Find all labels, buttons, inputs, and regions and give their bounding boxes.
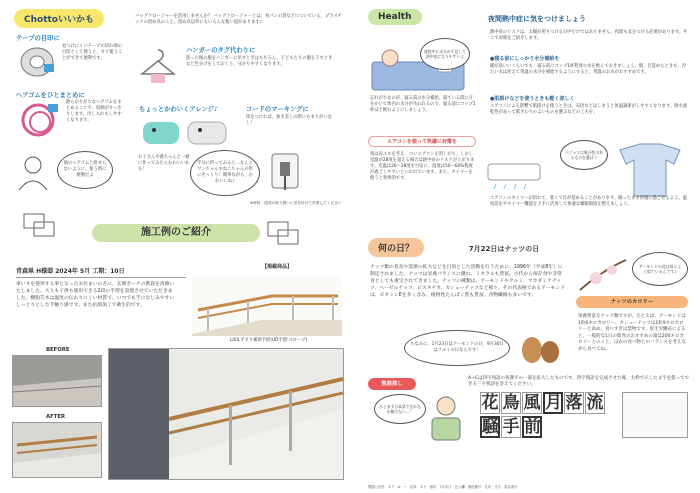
- kanji-cell: 手: [502, 416, 520, 437]
- hairgum-text: 散らかりがちなヘアゴムをまとめることで、収納がすっきりします。出し入れもしやすくなります。: [66, 100, 122, 123]
- drink-title: ●寝る前にしっかり水分補給を: [490, 56, 560, 62]
- right-page: [350, 0, 700, 493]
- aircon-icon: [486, 160, 542, 190]
- heat-title: 夜間熱中症に気をつけましょう: [488, 15, 586, 23]
- kanji-puzzle: [480, 392, 610, 438]
- health-title: Health: [368, 9, 422, 25]
- sleep-text: 忘れがちなのが、寝る前の水分補給。寝ている間に汗をかいて体内の水分が失われるので、寝る前にコップ1杯ほど飲むようにしましょう。: [370, 96, 476, 113]
- person-icon: [14, 154, 52, 192]
- nuts-illustration: [514, 328, 566, 368]
- jukugo-instr: A~Cは四字熟語の各漢字の一部を拡大したものです。四字熟語を完成させた後、太枠で示した文字を使ってできる三字熟語を答えてください。: [468, 376, 690, 387]
- plug-icon: [268, 146, 302, 192]
- cal-text: 栄養豊富なナッツ類ですが、たとえば、アーモンドは1粒6キロカロリー、カシューナッツは1粒9キロカロリーと高め。食べすぎは禁物です。厚生労働省によると、一般的な1日の間食のおすすめの量は200キロカロリーとのこと。ほかの食べ物とのバランスを考えながら食べてね。: [578, 314, 686, 352]
- footer: 問題に回答：あり A：ハ 応募：あり 締切：7月末日 記入欄：郵便番号・住所・氏名・電話番号: [368, 485, 518, 489]
- caution-footnote: ※材料・道具の取り扱いに気を付けて作業してください: [250, 201, 342, 205]
- ac-text: エアコンのタイマーが切れて、暑くて目が覚めることがあります。眠ったまま快適に過ごせるよう、温度設定やタイマー機能を上手に活用して快適な睡眠環境を整えましょう。: [490, 196, 687, 207]
- heat-intro: 熱中症のリスクは、太陽が照りつける日中だけではありません。夜間も気をつける必要があります。そこで対策をご紹介します。: [490, 30, 688, 41]
- hanger-icon: [139, 44, 177, 84]
- sekou-title: 施工例のご紹介: [92, 224, 260, 242]
- kanji-cell: 流: [586, 393, 604, 413]
- deco-squares-left: [12, 208, 92, 252]
- hanger-text: 洗った後の服をハンガーに吊すときはもちろん、子どもたちの服を干すときなど色分けをしておくと、分かりやすくなります。: [186, 56, 333, 67]
- nan-title: 何の日？: [368, 238, 424, 257]
- pajama-bubble: パジャマは吸汗性のあるものを選ぼう: [560, 140, 608, 170]
- before-photo: [12, 355, 102, 407]
- sekou-header: 青森県 H様邸 2024年 5月 工期：10日: [16, 266, 186, 278]
- product-label: 【掲載商品】: [262, 264, 293, 270]
- tape-icon: [18, 44, 56, 80]
- kanji-cell: 月: [545, 393, 562, 413]
- cool-text: エアコンによる影響で肌掛けを使うときは、布団などはしまうと体温調節がしやすくなります。吸水速乾性があって肌ざわりのよいものを選ぶなどの工夫を。: [490, 104, 688, 115]
- fold-bubble: 半分に折ってみると…なんとワンちゃんやねこちゃんの形にそっくり！簡単ながら、かわいいね♪: [190, 150, 260, 196]
- pajama-image: [610, 140, 690, 198]
- kanji-cell: 花: [481, 393, 499, 413]
- kanji-cell: 鳥: [502, 393, 520, 413]
- almond-bubble: アーモンドの花は桜によく似ているんです♪: [632, 252, 688, 286]
- kanji-cell: 騒: [482, 416, 499, 437]
- nuts-title: 7月22日はナッツの日: [468, 245, 540, 253]
- aircon-title: エアコンを使って快適に対策を: [368, 136, 476, 147]
- cord-text: 印をつければ、抜き差しの際にもまちがいなし！: [246, 115, 332, 126]
- answer-box[interactable]: [622, 392, 688, 438]
- cool-title: ●肌掛けなどを使うときも軽く涼しく: [490, 96, 575, 102]
- before-label: BEFORE: [46, 347, 70, 353]
- tape-title: テープの目印に: [16, 35, 60, 42]
- arrange-title: ちょっとかわいくアレンジ♪: [139, 106, 219, 113]
- almond-flower-image: [576, 256, 630, 296]
- tape-text: 見つけにくいテープの切れ端の目印として使うと、すぐ使うことができて便利です。: [62, 44, 123, 61]
- jukugo-title: 熟語探し: [368, 378, 416, 390]
- product-name: LIXIL手すり補助手摺(UD手摺:スロープ): [230, 338, 308, 343]
- after-photo: [12, 422, 102, 478]
- kanji-cell: 落: [565, 393, 583, 413]
- hairgum-bubble: 他のヘアゴムと絡まらないように、使う時に便利だよ: [57, 151, 113, 189]
- jukugo-bubble: ひとまず日本語でなかなか解けない…！: [374, 394, 426, 424]
- aircon-text: 夜は省エネを考え、ついエアコンを消しがち。しかし室温が28度を超える場合は熱中症のリスクが上がります。室温は26～28度を目安に、湿度は50～60%程度が過ごしやすいといわれています。また、タイマーを使うと効果的です。: [370, 152, 475, 181]
- deco-squares-right: [258, 214, 338, 258]
- drink-text: 暖が高いいくらいでも、寝る前にコップ1杯程度の水を飲んでおきましょう。朝、目覚めたときも、冷たい水は控えて常温の水分を補給するようにすると、常温のお水がおすすめです。: [490, 64, 687, 75]
- hairgum-icon: [18, 100, 62, 140]
- kids-bubble: お子さんや孫ちゃんと一緒に作ってみたらかわいいかも！: [138, 155, 190, 172]
- cord-title: コードのマーキングに: [246, 106, 309, 113]
- main-after-photo: [108, 348, 344, 480]
- cal-title: ナッツのカロリー: [576, 296, 688, 308]
- thinking-person-image: [424, 392, 468, 442]
- hanger-title: ハンガーのタグ代わりに: [186, 47, 256, 54]
- sekou-text: 車いすを使用する事となったお住まいの方に、玄関ポーチの階段を改修いたしました。大人も子供も使用できる2段の手摺を設置させていただきました。樹脂笠木は温度の伝わりにくい材質で、いつでも手になじみやすいしっとりとした手触り感です。また抗菌加工で衛生的です。: [16, 282, 175, 308]
- chotto-intro: バッグクロージャーを活用しませんか？ バッグクロージャーとは、食パンの袋などについている、プラスチックの留め具のこと。留め具以外にもいろんな使い道があります♪: [135, 14, 342, 25]
- after-label: AFTER: [46, 414, 66, 420]
- night-bubble: 就寝中に水分が不足して熱中症になりやすいよ: [420, 38, 470, 70]
- nuts-bubble: ちなみに、1月23日はアーモンドの日、9月30日はクルミの日なんです！: [404, 330, 510, 366]
- nuts-text: ナッツ類の普及や需要の拡大などを目的とした活動を行うために、1996年（平成8年）に制定されました。ナッツは栄養バランスに優れ、ミネラルも豊富。古代から保存食や非常食としても重宝されてきました。ナッツの種類は、アーモンドやクルミ、マカダミアナッツ、ヘーゼルナッツ、ピスタチオ、カシューナッツなど様々。その代表格であるアーモンドは、ビタミンEを多く含み、植物性たんぱく質も豊富。食物繊維も多いです。: [370, 265, 565, 298]
- handrail-product-image: [192, 276, 342, 336]
- hairgum-title: ヘアゴムをひとまとめに: [16, 92, 85, 99]
- kanji-cell: 前: [524, 416, 541, 437]
- chotto-title: Chottoいいかも: [14, 9, 104, 28]
- kanji-cell: 風: [523, 393, 541, 413]
- dog-cat-clips-image: [140, 114, 232, 148]
